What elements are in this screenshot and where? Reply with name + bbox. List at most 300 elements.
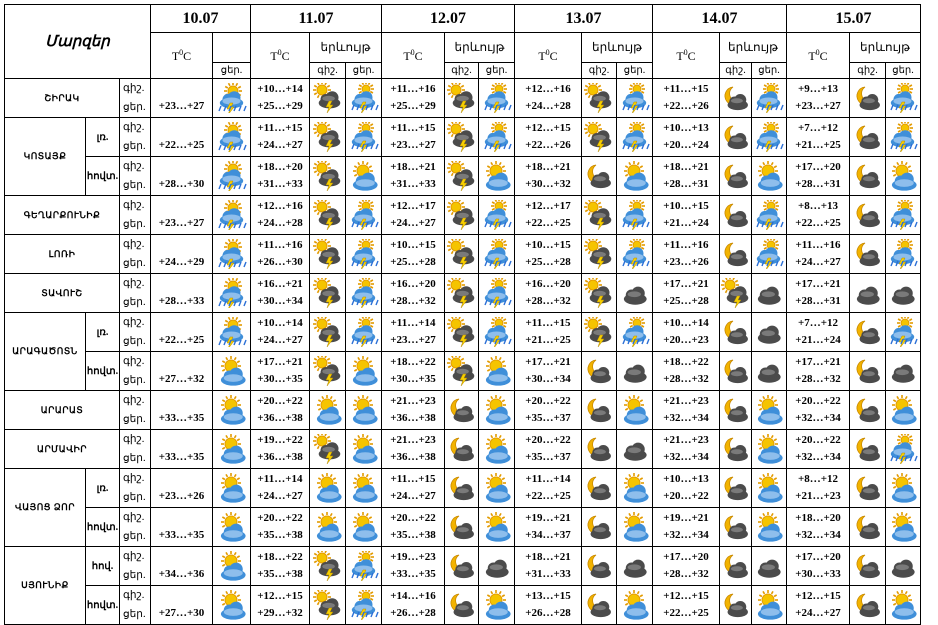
weather-icon-cell xyxy=(346,313,382,352)
temperature-cell xyxy=(515,469,582,508)
weather-icon-cell xyxy=(582,508,617,547)
weather-icon-cell xyxy=(213,274,251,313)
day-temperature: +33…+35 xyxy=(390,568,436,580)
phenomenon-header: երևույթ xyxy=(720,33,787,63)
day-temperature: +20…+24 xyxy=(663,139,709,151)
weather-icon-cell xyxy=(720,586,752,625)
sun-cloud-icon xyxy=(482,395,512,425)
zone-label: հովտ. xyxy=(86,508,120,547)
night-temperature: +8…+13 xyxy=(797,200,839,212)
day-temperature: +32…+34 xyxy=(663,529,709,541)
weather-icon-cell xyxy=(479,235,515,274)
cloud-rain-storm-icon xyxy=(349,239,379,269)
weather-icon-cell xyxy=(850,235,886,274)
night-temperature: +17…+21 xyxy=(795,278,841,290)
night-temperature: +11…+14 xyxy=(257,473,303,485)
cloud-icon xyxy=(754,551,784,581)
moon-cloud-icon xyxy=(447,551,477,581)
weather-icon-cell xyxy=(346,430,382,469)
table-row xyxy=(5,313,921,352)
night-temperature: +21…+23 xyxy=(390,395,436,407)
weather-icon-cell xyxy=(445,235,479,274)
night-subheader: գիշ. xyxy=(310,63,346,79)
weather-icon-cell xyxy=(850,352,886,391)
cloud-storm-icon xyxy=(584,278,614,308)
night-temperature: +7…+12 xyxy=(797,317,839,329)
table-row xyxy=(5,586,921,625)
weather-icon-cell xyxy=(752,586,787,625)
day-subheader: ցեր. xyxy=(886,63,921,79)
weather-icon-cell xyxy=(617,196,653,235)
weather-icon-cell xyxy=(213,547,251,586)
cloud-rain-storm-icon xyxy=(349,278,379,308)
weather-icon-cell xyxy=(582,313,617,352)
day-temperature: +25…+28 xyxy=(525,256,571,268)
night-temperature: +9…+13 xyxy=(797,83,839,95)
cloud-storm-icon xyxy=(313,551,343,581)
night-temperature: +11…+15 xyxy=(663,83,709,95)
day-temperature: +24…+27 xyxy=(257,334,303,346)
moon-cloud-icon xyxy=(447,434,477,464)
temperature-cell xyxy=(653,274,720,313)
cloud-rain-storm-icon xyxy=(888,122,918,152)
night-temperature: +10…+14 xyxy=(257,317,303,329)
weather-icon-cell xyxy=(445,196,479,235)
day-temperature: +25…+29 xyxy=(257,100,303,112)
period-labels: գիշ. ցեր. xyxy=(120,391,151,430)
zone-label: հովտ. xyxy=(86,157,120,196)
day-subheader: ցեր. xyxy=(346,63,382,79)
weather-icon-cell xyxy=(850,508,886,547)
cloud-storm-icon xyxy=(584,200,614,230)
sun-cloud-icon xyxy=(754,512,784,542)
temp-header: $T^0C$ xyxy=(787,33,850,79)
night-temperature: +12…+15 xyxy=(525,122,571,134)
weather-icon-cell xyxy=(310,313,346,352)
weather-icon-cell xyxy=(752,313,787,352)
moon-cloud-icon xyxy=(853,590,883,620)
moon-cloud-icon xyxy=(447,590,477,620)
zone-label: հովտ. xyxy=(86,352,120,391)
sun-cloud-icon xyxy=(888,590,918,620)
cloud-storm-icon xyxy=(313,434,343,464)
day-temperature: +22…+25 xyxy=(795,217,841,229)
weather-icon-cell xyxy=(752,391,787,430)
sun-cloud-icon xyxy=(313,512,343,542)
cloud-icon xyxy=(482,551,512,581)
zone-label: լռ. xyxy=(86,118,120,157)
weather-icon-cell xyxy=(886,586,921,625)
weather-icon-cell xyxy=(582,586,617,625)
temperature-cell xyxy=(151,586,213,625)
weather-icon-cell xyxy=(752,352,787,391)
temperature-cell xyxy=(251,391,310,430)
weather-icon-cell xyxy=(582,196,617,235)
region-name: ՏԱՎՈՒՇ xyxy=(5,274,120,313)
weather-icon-cell xyxy=(886,469,921,508)
moon-cloud-icon xyxy=(721,590,751,620)
day-temperature: +28…+31 xyxy=(795,295,841,307)
night-temperature: +10…+15 xyxy=(663,200,709,212)
weather-icon-cell xyxy=(479,313,515,352)
day-temperature: +28…+31 xyxy=(663,178,709,190)
weather-icon-cell xyxy=(310,274,346,313)
weather-icon-cell xyxy=(310,196,346,235)
sun-cloud-rain-storm-icon xyxy=(217,83,247,113)
weather-icon-cell xyxy=(346,391,382,430)
night-temperature: +20…+22 xyxy=(525,395,571,407)
weather-icon-cell xyxy=(850,547,886,586)
weather-icon-cell xyxy=(752,196,787,235)
weather-icon-cell xyxy=(213,118,251,157)
weather-icon-cell xyxy=(310,157,346,196)
weather-icon-cell xyxy=(850,118,886,157)
temperature-cell xyxy=(151,352,213,391)
temperature-cell xyxy=(787,118,850,157)
sun-cloud-icon xyxy=(754,590,784,620)
weather-icon-cell xyxy=(479,79,515,118)
weather-icon-cell xyxy=(850,157,886,196)
weather-icon-cell xyxy=(850,469,886,508)
weather-icon-cell xyxy=(582,235,617,274)
cloud-rain-storm-icon xyxy=(754,122,784,152)
cloud-storm-icon xyxy=(584,317,614,347)
weather-icon-cell xyxy=(346,586,382,625)
temperature-cell xyxy=(151,235,213,274)
zone-label: լռ. xyxy=(86,469,120,508)
sun-cloud-rain-storm-icon xyxy=(217,278,247,308)
night-temperature: +8…+12 xyxy=(797,473,839,485)
weather-icon-cell xyxy=(445,586,479,625)
weather-icon-cell xyxy=(617,469,653,508)
day-temperature: +26…+30 xyxy=(257,256,303,268)
day-temperature: +34…+36 xyxy=(158,568,205,580)
day-temperature: +27…+30 xyxy=(158,607,205,619)
sun-cloud-icon xyxy=(620,161,650,191)
zone-label: լռ. xyxy=(86,313,120,352)
temperature-cell xyxy=(653,157,720,196)
weather-icon-cell xyxy=(886,547,921,586)
night-temperature: +17…+21 xyxy=(525,356,571,368)
weather-icon-cell xyxy=(479,157,515,196)
weather-icon-cell xyxy=(479,430,515,469)
temperature-cell xyxy=(251,586,310,625)
temperature-cell xyxy=(787,157,850,196)
weather-icon-cell xyxy=(752,508,787,547)
weather-icon-cell xyxy=(213,430,251,469)
temperature-cell xyxy=(382,508,445,547)
temperature-cell xyxy=(515,235,582,274)
cloud-storm-icon xyxy=(313,278,343,308)
weather-icon-cell xyxy=(346,352,382,391)
region-name: ԱՐԱՐԱՏ xyxy=(5,391,120,430)
weather-icon-cell xyxy=(479,118,515,157)
moon-cloud-icon xyxy=(721,317,751,347)
temperature-cell xyxy=(653,508,720,547)
weather-icon-cell xyxy=(445,352,479,391)
cloud-rain-storm-icon xyxy=(482,239,512,269)
temperature-cell xyxy=(515,586,582,625)
temperature-cell xyxy=(787,79,850,118)
temperature-cell xyxy=(515,391,582,430)
day-temperature: +32…+34 xyxy=(795,451,841,463)
cloud-rain-storm-icon xyxy=(482,317,512,347)
weather-icon-cell xyxy=(850,391,886,430)
temperature-cell xyxy=(787,235,850,274)
weather-icon-cell xyxy=(445,391,479,430)
night-temperature: +10…+13 xyxy=(663,473,709,485)
weather-icon-cell xyxy=(720,118,752,157)
day-subheader: ցեր. xyxy=(479,63,515,79)
moon-cloud-icon xyxy=(721,356,751,386)
weather-icon-cell xyxy=(850,313,886,352)
date-header: 14.07 xyxy=(653,5,787,33)
cloud-storm-icon xyxy=(447,122,477,152)
day-temperature: +32…+34 xyxy=(663,451,709,463)
sun-cloud-rain-storm-icon xyxy=(217,200,247,230)
day-temperature: +28…+32 xyxy=(390,295,436,307)
cloud-storm-icon xyxy=(584,122,614,152)
sun-cloud-icon xyxy=(217,434,247,464)
weather-icon-cell xyxy=(582,118,617,157)
phenomenon-header: երևույթ xyxy=(310,33,382,63)
weather-icon-cell xyxy=(310,586,346,625)
region-name: ՇԻՐԱԿ xyxy=(5,79,120,118)
night-temperature: +17…+20 xyxy=(795,161,841,173)
temperature-cell xyxy=(382,79,445,118)
cloud-rain-storm-icon xyxy=(349,200,379,230)
night-subheader: գիշ. xyxy=(720,63,752,79)
table-row xyxy=(5,235,921,274)
temp-header: $T^0C$ xyxy=(653,33,720,79)
temperature-cell xyxy=(151,274,213,313)
weather-icon-cell xyxy=(445,157,479,196)
phenomenon-header: երևույթ xyxy=(445,33,515,63)
temperature-cell xyxy=(653,313,720,352)
day-temperature: +28…+32 xyxy=(795,373,841,385)
temperature-cell xyxy=(251,196,310,235)
day-temperature: +31…+33 xyxy=(390,178,436,190)
night-temperature: +16…+20 xyxy=(390,278,436,290)
temperature-cell xyxy=(787,547,850,586)
region-name: ԼՈՌԻ xyxy=(5,235,120,274)
period-labels: գիշ. ցեր. xyxy=(120,313,151,352)
weather-icon-cell xyxy=(445,508,479,547)
day-temperature: +23…+27 xyxy=(795,100,841,112)
night-temperature: +18…+22 xyxy=(257,551,303,563)
temperature-cell xyxy=(787,313,850,352)
day-temperature: +24…+27 xyxy=(257,139,303,151)
day-temperature: +21…+25 xyxy=(795,139,841,151)
day-temperature: +28…+30 xyxy=(158,178,205,190)
table-row xyxy=(5,508,921,547)
temperature-cell xyxy=(251,79,310,118)
day-temperature: +28…+32 xyxy=(525,295,571,307)
weather-icon-cell xyxy=(213,313,251,352)
weather-icon-cell xyxy=(479,508,515,547)
day-temperature: +22…+25 xyxy=(663,607,709,619)
sun-cloud-icon xyxy=(313,473,343,503)
cloud-storm-icon xyxy=(313,239,343,269)
region-name: ԳԵՂԱՐՔՈՒՆԻՔ xyxy=(5,196,120,235)
moon-cloud-icon xyxy=(721,239,751,269)
cloud-rain-storm-icon xyxy=(482,83,512,113)
weather-icon-cell xyxy=(617,235,653,274)
temperature-cell xyxy=(653,196,720,235)
weather-icon-cell xyxy=(617,508,653,547)
day-temperature: +22…+26 xyxy=(525,139,571,151)
weather-icon-cell xyxy=(479,274,515,313)
weather-icon-cell xyxy=(310,430,346,469)
weather-icon-cell xyxy=(720,469,752,508)
weather-icon-cell xyxy=(886,157,921,196)
night-temperature: +18…+22 xyxy=(390,356,436,368)
sun-cloud-icon xyxy=(620,590,650,620)
temperature-cell xyxy=(515,79,582,118)
weather-icon-cell xyxy=(752,274,787,313)
day-temperature: +22…+25 xyxy=(158,334,205,346)
sun-cloud-rain-storm-icon xyxy=(217,239,247,269)
period-labels: գիշ. ցեր. xyxy=(120,469,151,508)
day-temperature: +22…+26 xyxy=(663,100,709,112)
day-subheader: ցեր. xyxy=(752,63,787,79)
day-temperature: +24…+28 xyxy=(257,217,303,229)
night-temperature: +19…+21 xyxy=(663,512,709,524)
table-row xyxy=(5,469,921,508)
cloud-icon xyxy=(888,356,918,386)
moon-cloud-icon xyxy=(584,590,614,620)
weather-icon-cell xyxy=(479,196,515,235)
moon-cloud-icon xyxy=(721,551,751,581)
night-temperature: +21…+23 xyxy=(390,434,436,446)
weather-icon-cell xyxy=(582,391,617,430)
weather-icon-cell xyxy=(445,274,479,313)
period-labels: գիշ. ցեր. xyxy=(120,196,151,235)
temperature-cell xyxy=(515,430,582,469)
day-temperature: +24…+27 xyxy=(795,607,841,619)
day-temperature: +25…+29 xyxy=(390,100,436,112)
sun-cloud-icon xyxy=(217,590,247,620)
night-temperature: +19…+21 xyxy=(525,512,571,524)
temperature-cell xyxy=(787,274,850,313)
weather-icon-cell xyxy=(213,235,251,274)
temperature-cell xyxy=(515,118,582,157)
sun-cloud-icon xyxy=(888,161,918,191)
temperature-cell xyxy=(151,547,213,586)
sun-cloud-icon xyxy=(349,395,379,425)
sun-cloud-rain-storm-icon xyxy=(217,122,247,152)
weather-icon-cell xyxy=(886,235,921,274)
night-temperature: +20…+22 xyxy=(390,512,436,524)
day-temperature: +21…+24 xyxy=(795,334,841,346)
day-temperature: +23…+26 xyxy=(158,490,205,502)
cloud-storm-icon xyxy=(313,161,343,191)
night-temperature: +17…+20 xyxy=(663,551,709,563)
day-temperature: +35…+38 xyxy=(257,568,303,580)
night-temperature: +10…+13 xyxy=(663,122,709,134)
night-temperature: +20…+22 xyxy=(525,434,571,446)
weather-icon-cell xyxy=(582,352,617,391)
temperature-cell xyxy=(653,391,720,430)
phenomenon-header xyxy=(213,33,251,63)
temp-header: $T^0C$ xyxy=(251,33,310,79)
moon-cloud-icon xyxy=(853,356,883,386)
weather-icon-cell xyxy=(346,79,382,118)
weather-icon-cell xyxy=(850,430,886,469)
sun-cloud-icon xyxy=(349,473,379,503)
cloud-icon xyxy=(754,278,784,308)
weather-icon-cell xyxy=(445,313,479,352)
temperature-cell xyxy=(787,391,850,430)
sun-cloud-icon xyxy=(217,356,247,386)
night-temperature: +14…+16 xyxy=(390,590,436,602)
night-temperature: +11…+15 xyxy=(525,317,571,329)
weather-icon-cell xyxy=(479,469,515,508)
weather-icon-cell xyxy=(617,313,653,352)
night-temperature: +17…+21 xyxy=(663,278,709,290)
weather-icon-cell xyxy=(720,508,752,547)
sun-cloud-icon xyxy=(888,473,918,503)
cloud-icon xyxy=(853,278,883,308)
cloud-rain-storm-icon xyxy=(888,239,918,269)
table-row xyxy=(5,352,921,391)
weather-icon-cell xyxy=(346,157,382,196)
cloud-storm-icon xyxy=(447,317,477,347)
sun-cloud-icon xyxy=(754,395,784,425)
weather-icon-cell xyxy=(310,235,346,274)
temperature-cell xyxy=(251,547,310,586)
temperature-cell xyxy=(653,547,720,586)
weather-icon-cell xyxy=(720,79,752,118)
weather-icon-cell xyxy=(445,547,479,586)
temperature-cell xyxy=(382,352,445,391)
day-temperature: +35…+37 xyxy=(525,451,571,463)
table-row xyxy=(5,196,921,235)
temperature-cell xyxy=(382,313,445,352)
weather-icon-cell xyxy=(720,430,752,469)
cloud-rain-storm-icon xyxy=(888,200,918,230)
cloud-storm-icon xyxy=(313,356,343,386)
temperature-cell xyxy=(251,430,310,469)
weather-icon-cell xyxy=(850,274,886,313)
night-temperature: +20…+22 xyxy=(257,512,303,524)
day-temperature: +23…+27 xyxy=(158,100,205,112)
night-temperature: +11…+15 xyxy=(390,122,436,134)
weather-icon-cell xyxy=(310,469,346,508)
night-temperature: +12…+16 xyxy=(525,83,571,95)
day-temperature: +29…+32 xyxy=(257,607,303,619)
weather-icon-cell xyxy=(582,157,617,196)
weather-icon-cell xyxy=(310,391,346,430)
cloud-storm-icon xyxy=(313,83,343,113)
moon-cloud-icon xyxy=(853,317,883,347)
day-temperature: +35…+38 xyxy=(390,529,436,541)
day-temperature: +36…+38 xyxy=(257,451,303,463)
day-temperature: +32…+34 xyxy=(795,529,841,541)
night-temperature: +12…+15 xyxy=(257,590,303,602)
region-name: ՎԱՅՈՑ ՁՈՐ xyxy=(5,469,86,547)
period-labels: գիշ. ցեր. xyxy=(120,118,151,157)
period-labels: գիշ. ցեր. xyxy=(120,547,151,586)
moon-cloud-icon xyxy=(447,473,477,503)
period-labels: գիշ. ցեր. xyxy=(120,586,151,625)
sun-cloud-icon xyxy=(217,551,247,581)
temperature-cell xyxy=(151,313,213,352)
night-temperature: +11…+14 xyxy=(390,317,436,329)
night-temperature: +18…+22 xyxy=(663,356,709,368)
weather-icon-cell xyxy=(617,79,653,118)
night-temperature: +7…+12 xyxy=(797,122,839,134)
